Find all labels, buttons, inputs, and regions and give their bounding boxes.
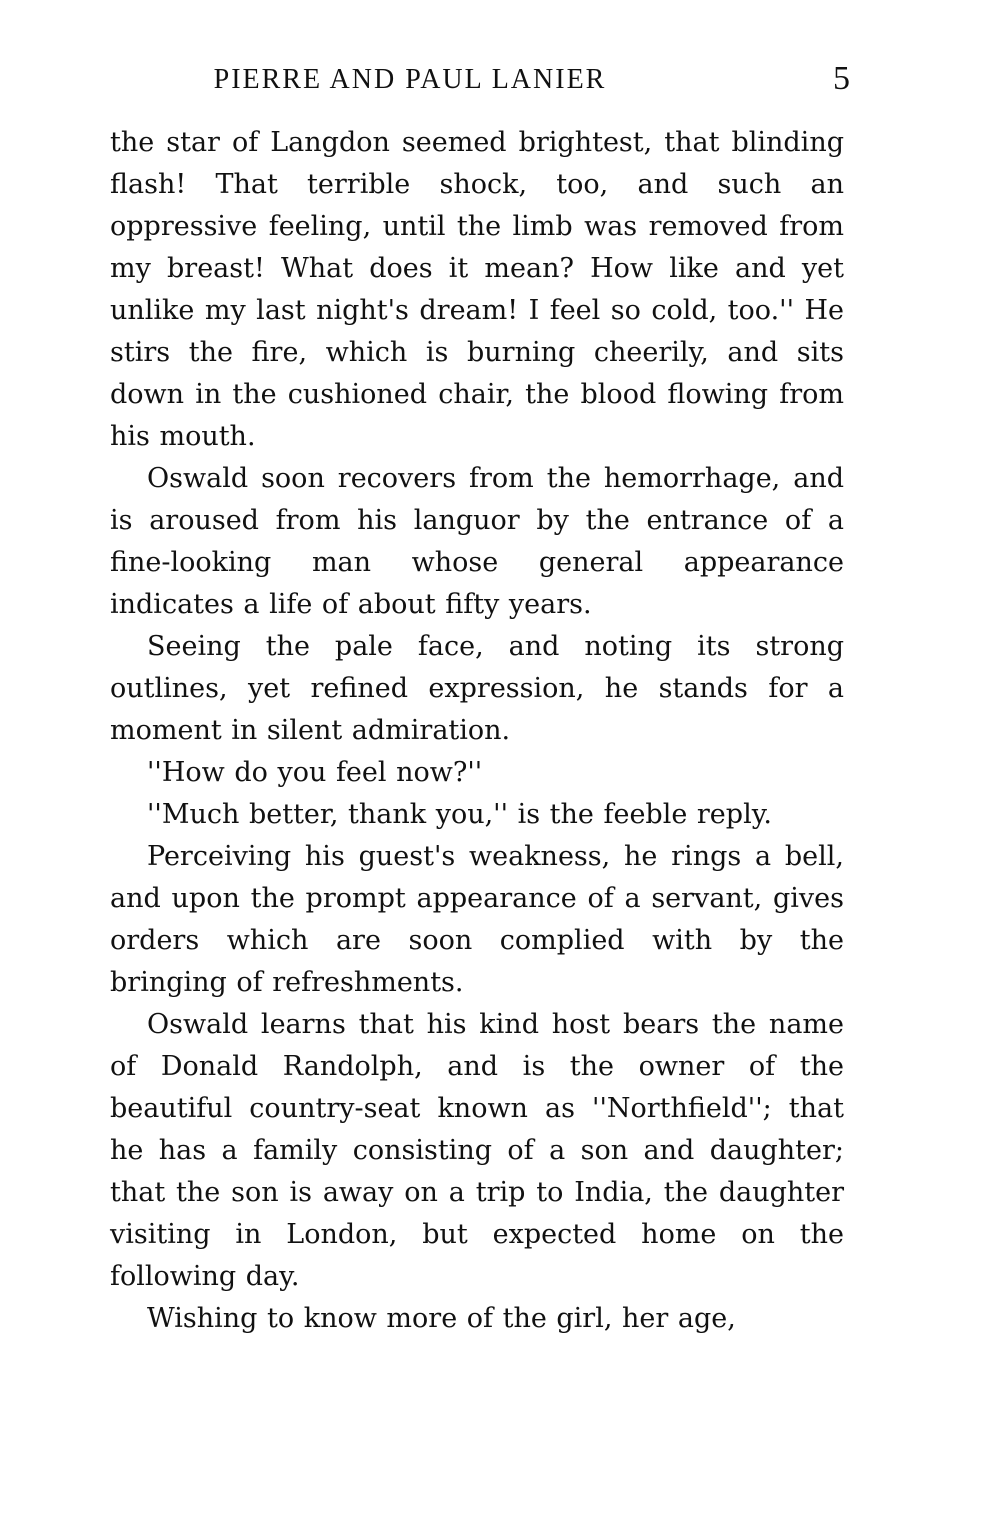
body-text [110, 122, 844, 1340]
running-head [110, 60, 850, 100]
paragraph-continued: the star of Langdon seemed brightest, that blinding flash! That terrible shock, too, and such an oppressive feeling, until the limb was removed from my breast! What does it mean? How like and yet unlike my last night's dream! I feel so cold, too.'' He stirs the fire, which is burning cheerily, and sits down in the cushioned chair, the blood flowing from his mouth. [110, 127, 844, 452]
page-number: 5 [833, 60, 850, 97]
paragraph: Perceiving his guest's weakness, he rings a bell, and upon the prompt appearance of a servant, gives orders which are soon complied with by the bringing of refreshments. [110, 841, 844, 998]
paragraph: Oswald soon recovers from the hemorrhage, and is aroused from his languor by the entrance of a fine-looking man whose general appearance indicates a life of about fifty years. [110, 463, 844, 620]
paragraph: Wishing to know more of the girl, her age, [147, 1303, 736, 1334]
dialogue-line: ''Much better, thank you,'' is the feeble reply. [147, 799, 772, 830]
paragraph: Seeing the pale face, and noting its strong outlines, yet refined expression, he stands for a moment in silent admiration. [110, 631, 844, 746]
running-title: PIERRE AND PAUL LANIER [213, 64, 607, 95]
paragraph: Oswald learns that his kind host bears the name of Donald Randolph, and is the owner of the beautiful country-seat known as ''Northfield''; that he has a family consisting of a son and daughter; that the son is away on a trip to India, the daughter visiting in London, but expected home on the following day. [110, 1009, 844, 1292]
dialogue-line: ''How do you feel now?'' [147, 757, 483, 788]
